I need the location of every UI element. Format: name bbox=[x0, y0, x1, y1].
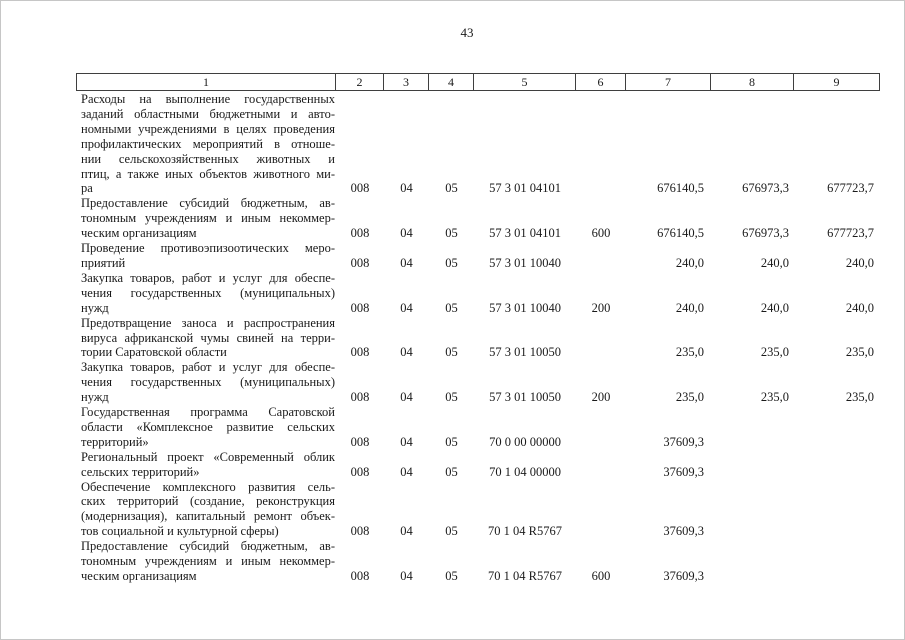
cell-col3: 04 bbox=[400, 524, 413, 539]
cell-col5: 70 1 04 R5767 bbox=[488, 524, 562, 539]
cell-col8: 240,0 bbox=[760, 255, 789, 270]
cell-col5: 57 3 01 04101 bbox=[489, 181, 561, 196]
row-description: Региональный проект «Современный облик сельских территорий» bbox=[81, 449, 335, 479]
row-description: Обеспечение комплексного развития сель- ских территорий (создание, реконструкция (модернизация), капитальный ремонт объек- тов социальной и культурной сферы) bbox=[81, 479, 335, 539]
header-cell-2: 2 bbox=[336, 74, 384, 90]
cell-col6: 200 bbox=[591, 390, 611, 405]
cell-col6: 600 bbox=[591, 569, 611, 583]
cell-col8: 235,0 bbox=[760, 345, 789, 360]
cell-col2: 008 bbox=[350, 226, 370, 241]
table-row bbox=[77, 196, 879, 241]
header-cell-8: 8 bbox=[711, 74, 794, 90]
cell-col2: 008 bbox=[350, 181, 370, 196]
header-cell-3: 3 bbox=[384, 74, 429, 90]
table-row bbox=[77, 480, 879, 540]
table-body bbox=[77, 92, 879, 584]
row-description: Расходы на выполнение государственных заданий областными бюджетными и авто- номными учреждениями в целях проведения профилактических мероприятий в отноше- нии сельскохозяйственных животных и птиц, а также иных объектов животного ми- ра bbox=[81, 92, 335, 196]
cell-col5: 57 3 01 10040 bbox=[489, 255, 561, 270]
header-cell-7: 7 bbox=[626, 74, 711, 90]
cell-col5: 57 3 01 10050 bbox=[489, 390, 561, 405]
cell-col2: 008 bbox=[350, 255, 370, 270]
cell-col2: 008 bbox=[350, 345, 370, 360]
cell-col7: 676140,5 bbox=[657, 181, 704, 196]
header-cell-6: 6 bbox=[576, 74, 626, 90]
header-cell-4: 4 bbox=[429, 74, 474, 90]
header-cell-9: 9 bbox=[833, 75, 840, 89]
cell-col7: 676140,5 bbox=[657, 226, 704, 241]
row-description: Проведение противоэпизоотических меро- приятий bbox=[81, 241, 335, 270]
cell-col4: 05 bbox=[445, 524, 458, 539]
cell-col8: 235,0 bbox=[760, 390, 789, 405]
cell-col2: 008 bbox=[350, 434, 370, 449]
row-description: Закупка товаров, работ и услуг для обеспе- чения государственных (муниципальных) нужд bbox=[81, 360, 335, 405]
cell-col4: 05 bbox=[445, 569, 458, 583]
cell-col3: 04 bbox=[400, 181, 413, 196]
cell-col7: 240,0 bbox=[675, 255, 704, 270]
cell-col8: 240,0 bbox=[760, 300, 789, 315]
table-row bbox=[77, 92, 879, 196]
cell-col8: 676973,3 bbox=[742, 181, 789, 196]
cell-col7: 235,0 bbox=[675, 390, 704, 405]
table-row bbox=[77, 241, 879, 271]
row-description: Предоставление субсидий бюджетным, ав- тономным учреждениям и иным некоммер- ческим организациям bbox=[81, 196, 335, 241]
cell-col5: 57 3 01 10040 bbox=[489, 300, 561, 315]
row-description: Предотвращение заноса и распространения вируса африканской чумы свиней на терри- тории Саратовской области bbox=[81, 315, 335, 360]
cell-col9: 677723,7 bbox=[827, 226, 874, 241]
cell-col8: 676973,3 bbox=[742, 226, 789, 241]
cell-col7: 37609,3 bbox=[663, 464, 704, 479]
cell-col3: 04 bbox=[400, 226, 413, 241]
cell-col4: 05 bbox=[445, 255, 458, 270]
header-cell-1: 1 bbox=[77, 74, 336, 90]
table-row bbox=[77, 539, 879, 584]
cell-col7: 37609,3 bbox=[663, 434, 704, 449]
cell-col9: 240,0 bbox=[845, 255, 874, 270]
cell-col3: 04 bbox=[400, 255, 413, 270]
cell-col9: 677723,7 bbox=[827, 181, 874, 196]
cell-col6: 600 bbox=[591, 226, 611, 241]
table-row bbox=[77, 316, 879, 361]
cell-col2: 008 bbox=[350, 300, 370, 315]
cell-col4: 05 bbox=[445, 226, 458, 241]
row-description: Предоставление субсидий бюджетным, ав- тономным учреждениям и иным некоммер- ческим организациям bbox=[81, 539, 335, 583]
cell-col4: 05 bbox=[445, 181, 458, 196]
cell-col5: 70 0 00 00000 bbox=[489, 434, 561, 449]
cell-col3: 04 bbox=[400, 464, 413, 479]
cell-col3: 04 bbox=[400, 569, 413, 583]
table-header-row bbox=[76, 73, 880, 91]
cell-col3: 04 bbox=[400, 434, 413, 449]
cell-col4: 05 bbox=[445, 390, 458, 405]
table-row bbox=[77, 360, 879, 405]
cell-col3: 04 bbox=[400, 390, 413, 405]
cell-col7: 37609,3 bbox=[663, 524, 704, 539]
cell-col3: 04 bbox=[400, 300, 413, 315]
cell-col6: 200 bbox=[591, 300, 611, 315]
cell-col9: 235,0 bbox=[845, 345, 874, 360]
cell-col2: 008 bbox=[350, 569, 370, 583]
cell-col5: 70 1 04 R5767 bbox=[488, 569, 562, 583]
table-row bbox=[77, 450, 879, 480]
cell-col4: 05 bbox=[445, 464, 458, 479]
cell-col4: 05 bbox=[445, 345, 458, 360]
row-description: Закупка товаров, работ и услуг для обеспе- чения государственных (муниципальных) нужд bbox=[81, 270, 335, 315]
table-row bbox=[77, 405, 879, 450]
cell-col5: 57 3 01 04101 bbox=[489, 226, 561, 241]
cell-col4: 05 bbox=[445, 300, 458, 315]
cell-col7: 37609,3 bbox=[663, 569, 704, 583]
cell-col5: 57 3 01 10050 bbox=[489, 345, 561, 360]
table-row bbox=[77, 271, 879, 316]
cell-col9: 235,0 bbox=[845, 390, 874, 405]
cell-col2: 008 bbox=[350, 524, 370, 539]
cell-col5: 70 1 04 00000 bbox=[489, 464, 561, 479]
cell-col9: 240,0 bbox=[845, 300, 874, 315]
cell-col3: 04 bbox=[400, 345, 413, 360]
cell-col2: 008 bbox=[350, 390, 370, 405]
row-description: Государственная программа Саратовской области «Комплексное развитие сельских территорий» bbox=[81, 405, 335, 449]
cell-col7: 235,0 bbox=[675, 345, 704, 360]
header-cell-5: 5 bbox=[474, 74, 576, 90]
cell-col4: 05 bbox=[445, 434, 458, 449]
page-number: 43 bbox=[460, 25, 474, 40]
cell-col7: 240,0 bbox=[675, 300, 704, 315]
cell-col2: 008 bbox=[350, 464, 370, 479]
